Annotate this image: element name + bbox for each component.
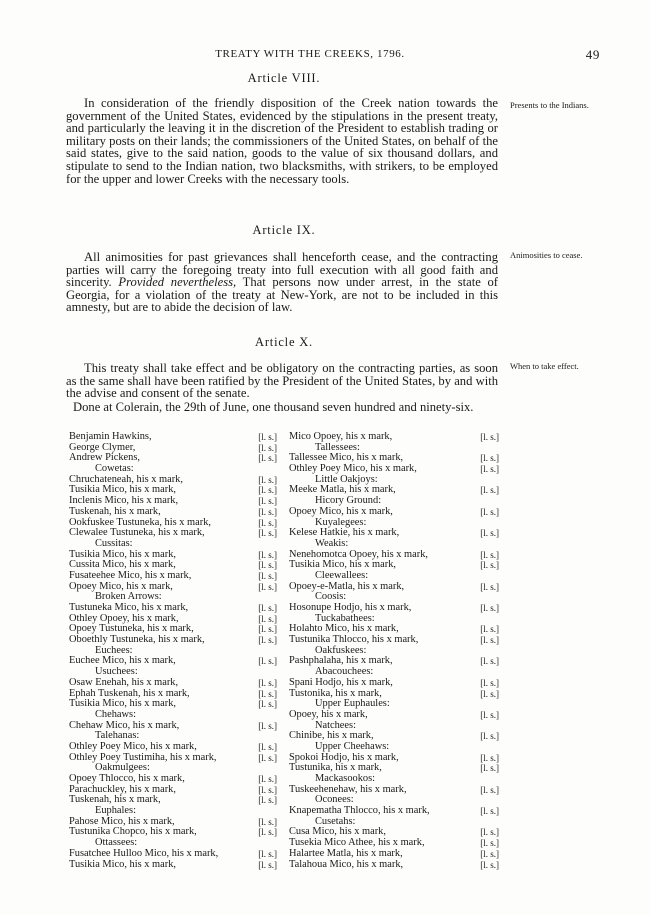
seal-mark: [l. s.] (480, 485, 499, 496)
town-name: Kuyalegees: (315, 516, 367, 528)
signatory-name: Chehaw Mico, his x mark, (69, 719, 180, 731)
signatory-name: Benjamin Hawkins, (69, 431, 152, 442)
town-name: Chehaws: (95, 708, 136, 720)
seal-mark: [l. s.] (480, 603, 499, 613)
seal-mark: [l. s.] (258, 624, 277, 635)
signatory-name: Tustunika Chopco, his x mark, (69, 826, 197, 838)
signatory-name: Tusekia Mico Athee, his x mark, (289, 837, 425, 849)
signatory-name: Tusikia Mico, his x mark, (69, 548, 176, 560)
signatory-name: Pahose Mico, his x mark, (69, 815, 175, 827)
seal-mark: [l. s.] (258, 474, 277, 485)
seal-mark: [l. s.] (480, 549, 499, 560)
signatory-name: Opoey-e-Matla, his x mark, (289, 580, 405, 592)
town-name: Oconees: (315, 794, 354, 806)
seal-mark: [l. s.] (480, 848, 499, 859)
seal-mark: [l. s.] (480, 560, 499, 571)
margin-note-presents: Presents to the Indians. (510, 100, 589, 110)
signatory-name: Andrew Pickens, (69, 452, 140, 464)
seal-mark: [l. s.] (258, 795, 277, 806)
signatory-name: Spani Hodjo, his x mark, (289, 676, 393, 688)
seal-mark: [l. s.] (480, 656, 499, 667)
town-name: Tallessees: (315, 441, 360, 453)
signatory-name: Ephah Tuskenah, his x mark, (69, 687, 190, 699)
seal-mark: [l. s.] (480, 677, 499, 688)
seal-mark: [l. s.] (258, 453, 277, 464)
signatory-name: Tustuneka Mico, his x mark, (69, 602, 189, 613)
seal-mark: [l. s.] (258, 528, 277, 539)
seal-mark: [l. s.] (480, 432, 499, 442)
seal-mark: [l. s.] (480, 838, 499, 849)
town-name: Euphales: (95, 805, 136, 817)
signatory-name: Parachuckley, his x mark, (69, 783, 176, 795)
town-name: Coosis: (315, 591, 347, 603)
seal-mark: [l. s.] (258, 432, 277, 442)
signatory-name: Halartee Matla, his x mark, (289, 847, 403, 859)
town-name: Tuckabathees: (315, 612, 375, 624)
article-9-heading: Article IX. (252, 223, 316, 237)
seal-mark: [l. s.] (258, 496, 277, 507)
article-9-text-before: All animosities for past grievances shall henceforth cease, and the contracting parties will carry the foregoing treaty into full execution with all good faith and sincerity. (66, 250, 498, 290)
signatory-name: Talahoua Mico, his x mark, (289, 858, 404, 870)
seal-mark: [l. s.] (258, 741, 277, 752)
town-name: Upper Euphaules: (315, 698, 390, 710)
article-10-heading: Article X. (255, 335, 313, 349)
signatory-name: Chinibe, his x mark, (289, 730, 374, 742)
town-name: Oakmulgees: (95, 762, 150, 774)
town-name: Weakis: (315, 537, 349, 549)
signatory-name: Chruchateneah, his x mark, (69, 473, 183, 485)
signatures-left-column (69, 432, 277, 870)
seal-mark: [l. s.] (258, 848, 277, 859)
signatory-name: Opoey Thlocco, his x mark, (69, 773, 185, 784)
signatory-name: Spokoi Hodjo, his x mark, (289, 751, 399, 763)
page-number: 49 (585, 47, 600, 62)
signatory-name: Tuskenah, his x mark, (69, 505, 161, 517)
signatory-name: Tusikia Mico, his x mark, (69, 858, 176, 870)
signatory-name: Tallessee Mico, his x mark, (289, 452, 404, 464)
article-9-proviso: Provided nevertheless, (118, 275, 237, 290)
signatory-name: Tustunika, his x mark, (289, 762, 382, 774)
town-name: Oakfuskees: (315, 644, 367, 656)
seal-mark: [l. s.] (258, 581, 277, 592)
signatory-name: Hosonupe Hodjo, his x mark, (289, 602, 412, 613)
town-name: Upper Cheehaws: (315, 740, 390, 752)
town-name: Little Oakjoys: (315, 473, 378, 485)
signatory-name: Clewalee Tustuneka, his x mark, (69, 527, 205, 539)
signatory-name: Tuskenah, his x mark, (69, 794, 161, 806)
signatory-name: Tustonika, his x mark, (289, 687, 382, 699)
town-name: Cowetas: (95, 463, 134, 475)
seal-mark: [l. s.] (258, 442, 277, 453)
town-name: Abacouchees: (315, 666, 374, 678)
seal-mark: [l. s.] (258, 859, 277, 870)
seal-mark: [l. s.] (480, 752, 499, 763)
signatory-name: Tusikia Mico, his x mark, (69, 484, 176, 496)
signatory-name: Meeke Matla, his x mark, (289, 484, 396, 496)
town-name: Ottassees: (95, 837, 138, 849)
article-9-text (66, 251, 498, 314)
seal-mark: [l. s.] (258, 816, 277, 827)
signatory-row (69, 860, 277, 871)
seal-mark: [l. s.] (258, 517, 277, 528)
signatory-name: Knapematha Thlocco, his x mark, (289, 805, 430, 817)
signatory-name: Inclenis Mico, his x mark, (69, 495, 179, 507)
signatory-name: Opoey, his x mark, (289, 708, 368, 720)
signatory-name: Mico Opoey, his x mark, (289, 431, 393, 442)
signatory-name: Othley Opoey, his x mark, (69, 612, 179, 624)
seal-mark: [l. s.] (480, 763, 499, 774)
seal-mark: [l. s.] (480, 688, 499, 699)
signatory-name: Opoey Tustuneka, his x mark, (69, 623, 194, 635)
signatory-name: Osaw Enehah, his x mark, (69, 676, 179, 688)
seal-mark: [l. s.] (480, 635, 499, 646)
signatory-name: Pashphalaha, his x mark, (289, 655, 393, 667)
seal-mark: [l. s.] (258, 656, 277, 667)
seal-mark: [l. s.] (258, 752, 277, 763)
signatory-name: Tusikia Mico, his x mark, (289, 559, 396, 571)
seal-mark: [l. s.] (258, 774, 277, 784)
seal-mark: [l. s.] (258, 506, 277, 517)
town-name: Cusetahs: (315, 815, 356, 827)
seal-mark: [l. s.] (258, 827, 277, 838)
running-head: TREATY WITH THE CREEKS, 1796. (215, 48, 405, 60)
town-name: Hicory Ground: (315, 495, 382, 507)
seal-mark: [l. s.] (258, 699, 277, 710)
signatory-name: Tustunika Thlocco, his x mark, (289, 634, 419, 646)
signatory-name: Cussita Mico, his x mark, (69, 559, 176, 571)
signatory-name: Nenehomotca Opoey, his x mark, (289, 548, 428, 560)
seal-mark: [l. s.] (258, 549, 277, 560)
town-name: Talehanas: (95, 730, 140, 742)
signatures-right-column (289, 432, 499, 870)
seal-mark: [l. s.] (258, 688, 277, 699)
signatory-name: Kelese Hatkie, his x mark, (289, 527, 400, 539)
signatory-name: Tusikia Mico, his x mark, (69, 698, 176, 710)
signatory-name: Othley Poey Mico, his x mark, (69, 740, 197, 752)
seal-mark: [l. s.] (480, 731, 499, 742)
signatory-name: Othley Poey Mico, his x mark, (289, 463, 417, 475)
seal-mark: [l. s.] (258, 784, 277, 795)
seal-mark: [l. s.] (258, 570, 277, 581)
seal-mark: [l. s.] (480, 528, 499, 539)
margin-note-effect: When to take effect. (510, 361, 579, 371)
article-9-text-after: That persons now under arrest, in the state of Georgia, for a violation of the treaty at New-York, are not to be included in this amnesty, but are to abide the decision of law. (66, 275, 498, 315)
seal-mark: [l. s.] (480, 827, 499, 838)
signatory-name: Othley Poey Tustimiha, his x mark, (69, 751, 217, 763)
town-name: Cussitas: (95, 537, 133, 549)
town-name: Natchees: (315, 719, 356, 731)
seal-mark: [l. s.] (480, 581, 499, 592)
margin-note-animosities: Animosities to cease. (510, 250, 583, 260)
signatory-name: Euchee Mico, his x mark, (69, 655, 176, 667)
seal-mark: [l. s.] (258, 677, 277, 688)
seal-mark: [l. s.] (258, 613, 277, 624)
signatory-row (289, 860, 499, 871)
article-10-text: This treaty shall take effect and be obligatory on the contracting parties, as soon as the same shall have been ratified by the President of the United States, by and with the advise and consent of the senate. (66, 361, 498, 401)
seal-mark: [l. s.] (480, 784, 499, 795)
signatory-name: Opoey Mico, his x mark, (69, 580, 173, 592)
seal-mark: [l. s.] (480, 624, 499, 635)
seal-mark: [l. s.] (480, 709, 499, 720)
signatory-name: Opoey Mico, his x mark, (289, 505, 393, 517)
seal-mark: [l. s.] (258, 560, 277, 571)
town-name: Broken Arrows: (95, 591, 162, 603)
seal-mark: [l. s.] (480, 806, 499, 817)
town-name: Usuchees: (95, 666, 138, 678)
seal-mark: [l. s.] (258, 720, 277, 731)
seal-mark: [l. s.] (480, 506, 499, 517)
article-8-text: In consideration of the friendly disposition of the Creek nation towards the government of the United States, evidenced by the stipulations in the present treaty, and particularly the leaving it in the discretion of the President to establish trading or military posts on their lands; the commissioners of the United States, on behalf of the said states, give to the said nation, goods to the value of six thousand dollars, and stipulate to send to the Indian nation, two blacksmiths, with strikers, to be employed for the upper and lower Creeks with the necessary tools. (66, 96, 498, 186)
town-name: Euchees: (95, 644, 133, 656)
seal-mark: [l. s.] (480, 453, 499, 464)
signatory-name: Cusa Mico, his x mark, (289, 826, 386, 838)
seal-mark: [l. s.] (258, 635, 277, 646)
signatory-name: Oboethly Tustuneka, his x mark, (69, 634, 205, 646)
signatory-name: Fusateehee Mico, his x mark, (69, 569, 192, 581)
signatory-name: Fusatchee Hulloo Mico, his x mark, (69, 847, 219, 859)
article-8-heading: Article VIII. (247, 71, 321, 85)
signatory-name: Tuskeehenehaw, his x mark, (289, 783, 407, 795)
signatory-name: George Clymer, (69, 441, 136, 453)
done-at-line: Done at Colerain, the 29th of June, one thousand seven hundred and ninety-six. (73, 400, 474, 414)
seal-mark: [l. s.] (258, 603, 277, 613)
seal-mark: [l. s.] (480, 464, 499, 475)
signatory-name: Ookfuskee Tustuneka, his x mark, (69, 516, 211, 528)
signatory-name: Holahto Mico, his x mark, (289, 623, 399, 635)
seal-mark: [l. s.] (480, 859, 499, 870)
town-name: Mackasookos: (315, 773, 376, 784)
town-name: Cleewallees: (315, 569, 369, 581)
seal-mark: [l. s.] (258, 485, 277, 496)
